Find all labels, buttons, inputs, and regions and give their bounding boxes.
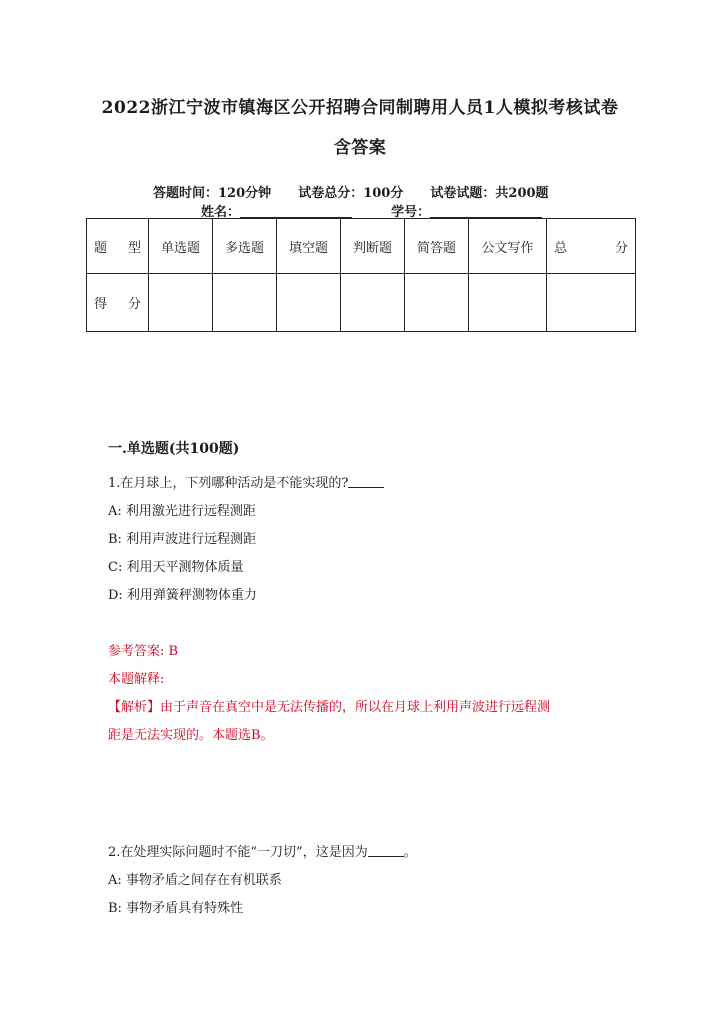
exam-info [153, 182, 549, 201]
question-1-stem: 1.在月球上，下列哪种活动是不能实现的? [108, 472, 384, 491]
col-short-answer: 简答题 [405, 219, 469, 274]
name-label: 姓名： [201, 205, 241, 220]
question-2-option-a: A: 事物矛盾之间存在有机联系 [108, 873, 282, 888]
question-1-explanation: 【解析】由于声音在真空中是无法传播的，所以在月球上利用声波进行远程测 [108, 700, 551, 715]
question-1-explain-label: 本题解释: [108, 672, 165, 687]
name-blank [240, 205, 352, 218]
id-label: 学号： [391, 205, 431, 220]
page-title-subtitle: 含答案 [333, 138, 387, 158]
score-cell[interactable] [277, 274, 341, 332]
row-label-question-type: 题 型 [87, 219, 149, 274]
question-1-answer: 参考答案: B [108, 644, 179, 659]
exam-time: 答题时间：120分钟 [153, 186, 272, 201]
question-1-option-d: D: 利用弹簧秤测物体重力 [108, 588, 257, 603]
score-table-header-row [87, 219, 636, 274]
score-cell[interactable] [547, 274, 636, 332]
col-fill-blank: 填空题 [277, 219, 341, 274]
page-title: 2022浙江宁波市镇海区公开招聘合同制聘用人员1人模拟考核试卷 [101, 98, 619, 118]
question-2-stem: 2.在处理实际问题时不能“一刀切”，这是因为 。 [108, 845, 417, 860]
score-table [86, 218, 636, 332]
col-official-writing: 公文写作 [469, 219, 547, 274]
col-true-false: 判断题 [341, 219, 405, 274]
section-title: 一.单选题(共100题) [108, 441, 240, 457]
question-1-explanation-cont: 距是无法实现的。本题选B。 [108, 728, 274, 743]
col-single-choice: 单选题 [149, 219, 213, 274]
total-questions: 试卷试题：共200题 [430, 186, 549, 201]
question-1-option-b: B: 利用声波进行远程测距 [108, 532, 257, 547]
answer-blank [348, 476, 384, 488]
score-table-score-row [87, 274, 636, 332]
question-1-option-c: C: 利用天平测物体质量 [108, 560, 244, 575]
id-blank [430, 205, 542, 218]
score-cell[interactable] [405, 274, 469, 332]
question-1-option-a: A: 利用激光进行远程测距 [108, 504, 256, 519]
score-cell[interactable] [149, 274, 213, 332]
col-multiple-choice: 多选题 [213, 219, 277, 274]
row-label-score: 得 分 [87, 274, 149, 332]
explain-tag: 【解析】 [108, 700, 161, 715]
col-total: 总 分 [547, 219, 636, 274]
score-cell[interactable] [213, 274, 277, 332]
score-cell[interactable] [469, 274, 547, 332]
question-2-option-b: B: 事物矛盾具有特殊性 [108, 901, 244, 916]
answer-blank [368, 845, 404, 857]
score-cell[interactable] [341, 274, 405, 332]
total-score: 试卷总分：100分 [298, 186, 404, 201]
